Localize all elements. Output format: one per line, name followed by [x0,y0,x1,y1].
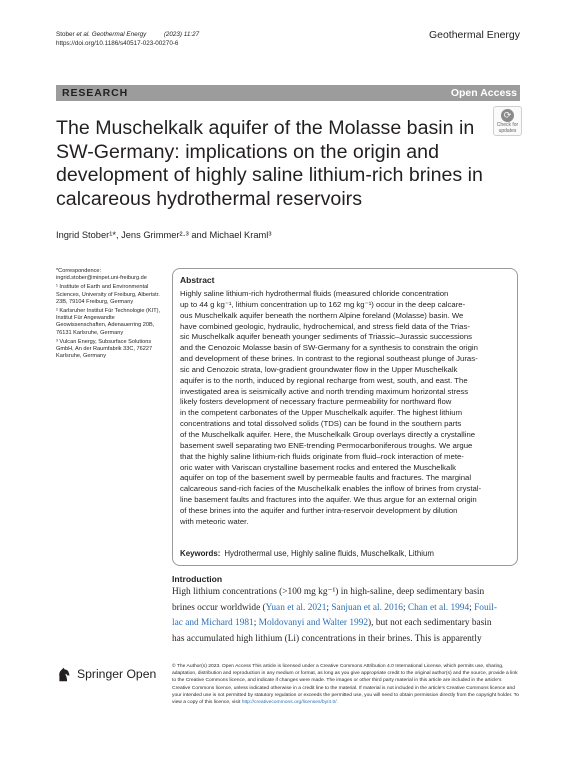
citation-link[interactable]: Sanjuan et al. 2016 [331,602,403,613]
abstract-line: and development of these brines. In contrast to the regional southeast plunge of Juras- [180,354,478,364]
article-type-label: RESEARCH [62,87,129,99]
intro-line-3 [172,616,520,632]
citation-link[interactable]: Chan et al. 1994 [407,602,470,613]
abstract-heading: Abstract [180,275,215,285]
open-access-label: Open Access [450,87,517,99]
introduction-text [172,585,520,647]
abstract-line: and the Cenozoic Molasse basin of SW-Germany for a synthesis to constrain the origin [180,343,478,353]
check-updates-icon: ⟳ [501,109,514,122]
license-link[interactable]: http://creativecommons.org/licenses/by/4.0/. [241,700,339,706]
correspondence-note: *Correspondence: ingrid.stober@minpet.uni-freiburg.de [56,268,147,282]
springer-knight-icon [56,666,73,683]
intro-sep: ; [402,602,408,613]
article-type-band [56,85,520,101]
header-journal: Geothermal Energy [91,31,147,38]
abstract-line: have combined geologic, hydraulic, hydrochemical, and stress field data of the Trias- [180,321,470,331]
abstract-line: that the highly saline lithium-rich fluids originate from fluid–rock interaction of mete- [180,451,464,461]
header-doi-link[interactable]: https://doi.org/10.1186/s40517-023-00270-6 [56,40,179,47]
abstract-line: in the competent carbonates of the Upper Muschelkalk aquifer. The highest lithium [180,408,463,418]
introduction-heading: Introduction [172,574,223,584]
citation-link[interactable]: lac and Michard 1981 [172,618,254,629]
check-updates-line2: updates [498,127,517,134]
intro-text-span: ), but not each sedimentary basin [368,618,492,629]
keywords-list: Hydrothermal use, Highly saline fluids, Muschelkalk, Lithium [224,549,434,558]
abstract-line: sic and Cenozoic strata, low-gradient groundwater flow in the Upper Muschelkalk [180,364,458,374]
abstract-line: with meteoric water. [180,516,249,526]
keywords-row [180,549,434,558]
affiliation-2: ² Karlsruher Institut Für Technologie (KIT), Institut Für Angewandte Geowissenschaften, Adenauerring 20B, 76131 Karlsruhe, Germany [56,308,161,336]
abstract-line: likely fosters development of necessary fracture permeability for northward flow [180,397,452,407]
check-updates-line1: Check for [496,122,519,128]
abstract-line: of the Muschelkalk aquifer. Here, the Muschelkalk Group overlays directly a crystalline [180,429,476,439]
abstract-line: up to 44 g kg⁻¹, lithium concentration up to 162 mg kg⁻¹) occur in the deep calcare- [180,299,466,309]
citation-link[interactable]: Fouil- [474,602,497,613]
publisher-logo [56,664,168,686]
intro-line-2 [172,601,520,617]
abstract-box [172,268,518,566]
citation-link[interactable]: Moldovanyi and Walter 1992 [258,618,369,629]
intro-sep: ; [253,618,259,629]
citation-link[interactable]: Yuan et al. 2021 [265,602,327,613]
abstract-line: concentrations and total dissolved solids (TDS) can be found in the southern parts [180,419,462,429]
abstract-line: sic Muschelkalk aquifer beneath younger sediments of Triassic–Jurassic successions [180,332,473,342]
abstract-line: oric water with Variscan crystalline basement rocks and entered the Muschelkalk [180,462,456,472]
intro-text-span: brines occur worldwide ( [172,602,266,613]
article-title: The Muschelkalk aquifer of the Molasse basin in SW-Germany: implications on the origin and development of highly saline lithium-rich brines in calcareous hydrothermal reservoirs [56,117,483,210]
header-author: Stober [56,31,75,38]
abstract-line: Highly saline lithium-rich hydrothermal fluids (measured chloride concentration [180,289,449,298]
abstract-line: aquifer on top of the basement swell by permeable faults and fractures. The marginal [180,473,472,483]
abstract-line: calcareous sand-rich facies of the Muschelkalk enables the inflow of brines from crystal- [180,484,482,494]
abstract-line: of these brines into the aquifer and further intra-reservoir development by dilution [180,505,458,515]
abstract-line: ous Muschelkalk aquifer beneath the northern Alpine foreland (Molasse) basin. We [180,310,464,320]
abstract-line: basement swell separating two ENE-trending Permocarboniferous troughs. We argue [180,440,473,450]
intro-sep: ; [469,602,475,613]
abstract-line: investigated area is seismically active and north trending maximum horizontal stress [180,386,469,396]
check-for-updates-button[interactable] [493,106,522,136]
keywords-label: Keywords: [180,549,221,558]
affiliations-sidebar [56,268,162,362]
affiliation-3: ³ Vulcan Energy, Subsurface Solutions GmbH, An der Raumfabrik 33C, 76227 Karlsruhe, Germany [56,338,153,360]
license-footer [172,663,520,706]
abstract-line: line basement faults and fractures into the aquifer. We thus argue for an external origin [180,495,477,505]
header-etal: et al. [76,31,90,38]
affiliation-1: ¹ Institute of Earth and Environmental Sciences, University of Freiburg, Albertstr. 23B, 79104 Freiburg, Germany [56,284,160,305]
intro-line-1: High lithium concentrations (>100 mg kg⁻¹) in high-saline, deep sedimentary basin [172,587,485,597]
intro-sep: ; [326,602,332,613]
publisher-name: Springer Open [77,667,157,681]
abstract-text [180,289,516,528]
license-text: © The Author(s) 2023. Open Access This article is licensed under a Creative Commons Attribution 4.0 International License, which permits use, sharing, adaptation, distribution and reproduction in any medium or format, as long as you give appropriate credit to the original author(s) and the source, provide a link to the Creative Commons licence, and indicate if changes were made. The images or other third party material in this article are included in the article’s Creative Commons licence, unless indicated otherwise in a credit line to the material. If material is not included in the article’s Creative Commons licence and your intended use is not permitted by statutory regulation or exceeds the permitted use, you will need to obtain permission directly from the copyright holder. To view a copy of this licence, visit [172,664,519,706]
author-list: Ingrid Stober¹*, Jens Grimmer²·³ and Michael Kraml³ [56,230,272,240]
intro-line-4: has accumulated high lithium (Li) concentrations in their brines. This is apparently [172,633,482,644]
journal-name: Geothermal Energy [428,29,520,41]
running-header [56,30,199,48]
header-year-vol: (2023) 11:27 [163,31,200,38]
abstract-line: aquifer is to the north, induced by regional recharge from west, south, and east. The [180,375,468,385]
